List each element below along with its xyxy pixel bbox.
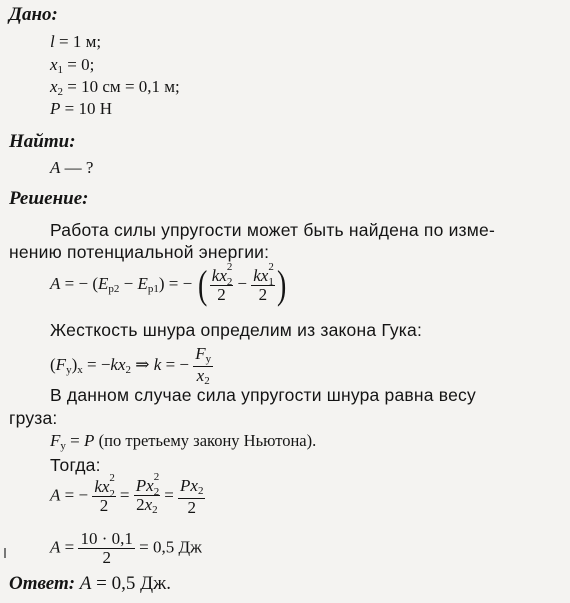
find-heading: Найти: [9, 131, 76, 152]
given-length: l = 1 м; [50, 32, 102, 51]
find-unknown: A — ? [50, 158, 94, 177]
equation-force-weight: $F_y = P$ (по третьему закону Ньютона). [50, 431, 317, 452]
solution-paragraph-2: Жесткость шнура определим из закона Гука: [50, 320, 423, 340]
solution-paragraph-3-cont: груза: [9, 408, 58, 428]
equation-work-result: A = − kx 2 2 2 = Px 2 2 $2x_2$ = $\frac{Px_2}{2}$ [50, 471, 204, 517]
solution-paragraph-1: Работа силы упругости может быть найдена по изме- [50, 220, 495, 240]
solution-paragraph-3: В данном случае сила упругости шнура равна весу [50, 385, 476, 405]
margin-mark [4, 548, 6, 558]
answer-value: A = 0,5 Дж. [79, 573, 171, 594]
given-heading: Дано: [9, 4, 58, 25]
given-x2: $x_2 = 10$ см = 0,1 м; [50, 77, 180, 98]
solution-then: Тогда: [50, 455, 101, 475]
equation-hooke: $(F_y)_x = -kx_2$ ⇒ k = − $\frac{F_y}{x_2}$ [50, 344, 212, 387]
solution-paragraph-1-cont: нению потенциальной энергии: [9, 242, 270, 262]
answer-label: Ответ: [9, 573, 76, 594]
given-x1: $x_1 = 0$; [50, 55, 95, 76]
newton-law-note: (по третьему закону Ньютона). [98, 431, 317, 450]
equation-numeric: A = $\frac{10 \cdot 0,1}{2}$ = 0,5 Дж [50, 529, 202, 567]
answer [9, 573, 171, 595]
equation-work-energy: A = − $(E_{p2} - E_{p1})$ = − ( kx 2 2 2 − kx 2 1 2 ) [50, 260, 286, 307]
given-weight: P = 10 Н [50, 99, 113, 118]
solution-heading: Решение: [9, 188, 89, 209]
